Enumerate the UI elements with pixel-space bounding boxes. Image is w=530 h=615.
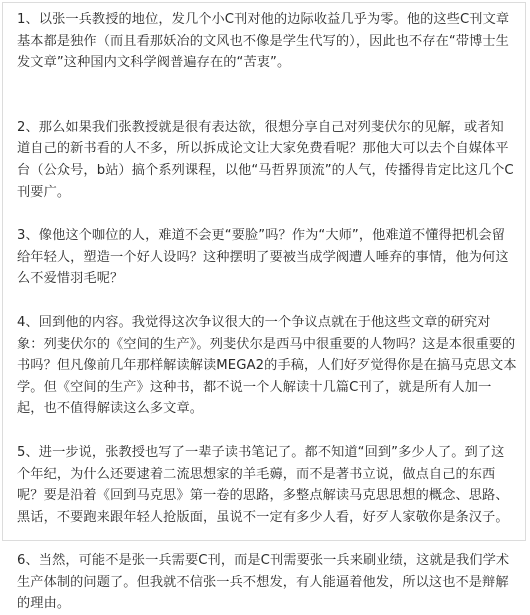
article-body — [17, 9, 517, 615]
paragraph-4: 4、回到他的内容。我觉得这次争议很大的一个争议点就在于他这些文章的研究对象：列斐伏尔的《空间的生产》。列斐伏尔是西马中很重要的人物吗？这是本很重要的书吗？但凡像前几年那样解读解读MEGA2的手稿，人们好歹觉得你是在搞马克思文本学。但《空间的生产》这种书，都不说一个人解读十几篇C刊了，就是所有人加一起，也不值得解读这么多文章。 — [17, 314, 517, 417]
paragraph-1: 1、以张一兵教授的地位，发几个小C刊对他的边际收益几乎为零。他的这些C刊文章基本都是独作（而且看那妖冶的文风也不像是学生代写的），因此也不存在“带博士生发文章”这种国内文科学阀普遍存在的“苦衷”。 — [17, 12, 510, 71]
paragraph-6: 6、当然，可能不是张一兵需要C刊，而是C刊需要张一兵来刷业绩，这就是我们学术生产体制的问题了。但我就不信张一兵不想发，有人能逼着他发，所以这也不是辩解的理由。 — [17, 553, 510, 612]
paragraph-5: 5、进一步说，张教授也写了一辈子读书笔记了。都不知道“回到”多少人了。到了这个年纪，为什么还要逮着二流思想家的羊毛薅，而不是著书立说，做点自己的东西呢？要是沿着《回到马克思》第一卷的思路，多整点解读马克思思想的概念、思路、黑话，不要跑来跟年轻人抢版面，虽说不一定有多少人看，好歹人家敬你是条汉子。 — [17, 444, 509, 525]
text-card — [2, 2, 526, 612]
paragraph-2: 2、那么如果我们张教授就是很有表达欲，很想分享自己对列斐伏尔的见解，或者知道自己的新书看的人不多，所以拆成论文让大家免费看呢？那他大可以去个自媒体平台（公众号，b站）搞个系列课程，以他“马哲界顶流”的人气，传播得肯定比这几个C刊要广。 — [17, 119, 514, 200]
paragraph-3: 3、像他这个咖位的人，难道不会更“要脸”吗？作为“大师”，他难道不懂得把机会留给年轻人，塑造一个好人设吗？这种摆明了要被当成学阀遭人唾弃的事情，他为何这么不爱惜羽毛呢？ — [17, 228, 509, 287]
